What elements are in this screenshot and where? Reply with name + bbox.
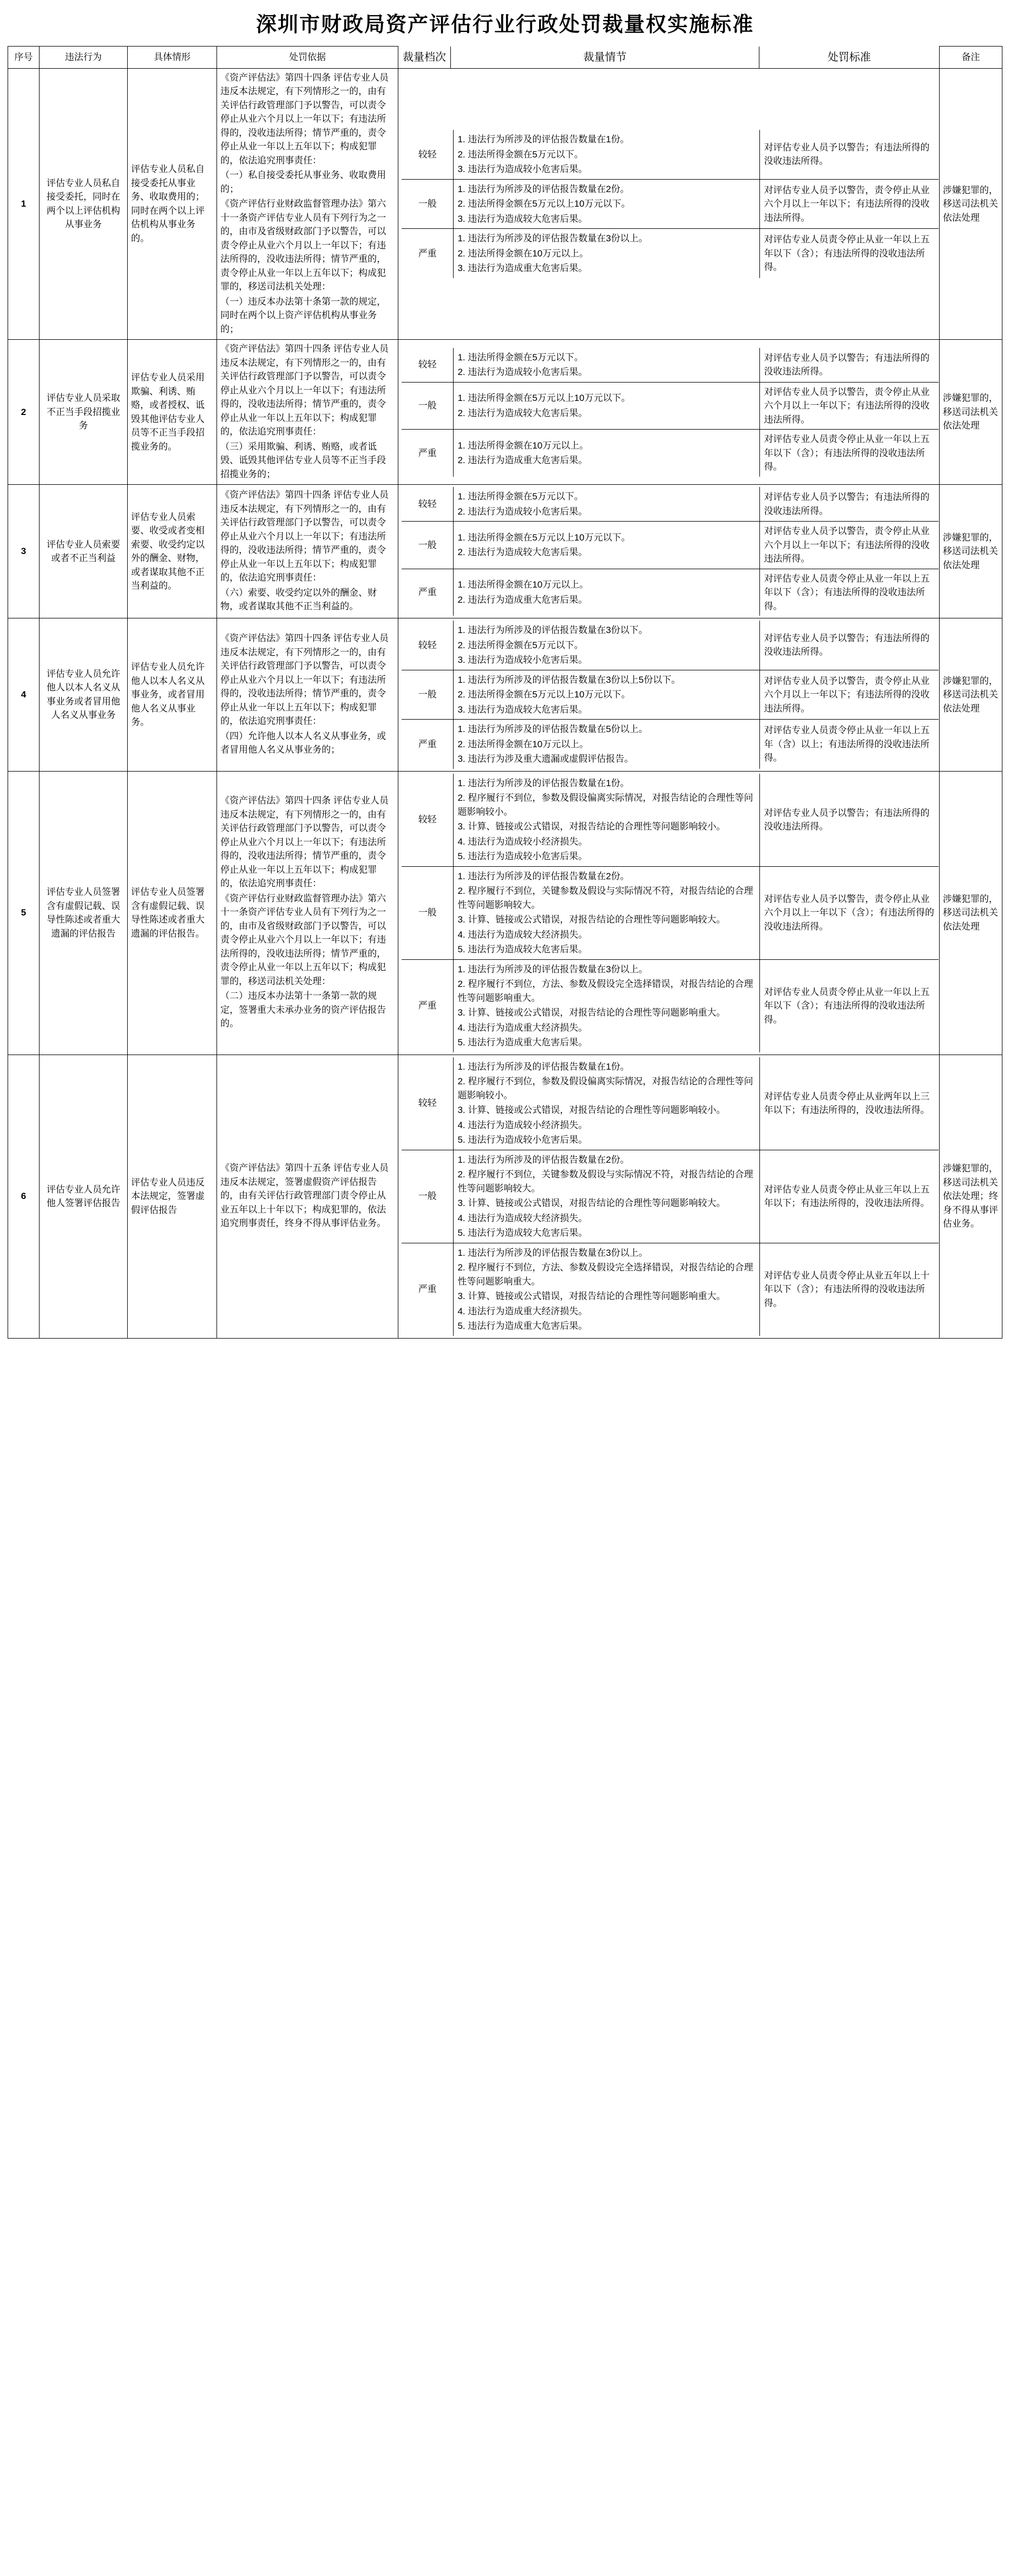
cell-levels-group	[398, 485, 939, 618]
cell-discretion-level: 严重	[402, 959, 454, 1052]
cell-penalty-standard: 对评估专业人员予以警告；有违法所得的没收违法所得。	[760, 774, 939, 867]
column-header-act: 违法行为	[40, 47, 128, 69]
cell-legal-basis	[217, 771, 398, 1055]
level-row	[402, 569, 939, 616]
legal-basis-paragraph: 《资产评估法》第四十四条 评估专业人员违反本法规定，有下列情形之一的，由有关评估行政管理部门予以警告，可以责令停止从业六个月以上一年以下；有违法所得的，没收违法所得；情节严重的，责令停止从业一年以上五年以下；构成犯罪的，依法追究刑事责任：	[220, 72, 389, 166]
level-row	[402, 1150, 939, 1243]
circumstance-item: 2. 违法所得金额在10万元以上。	[457, 248, 589, 259]
legal-basis-paragraph: （二）违反本办法第十一条第一款的规定，签署重大未承办业务的资产评估报告的。	[220, 991, 386, 1029]
cell-legal-basis	[217, 618, 398, 772]
circumstance-item: 3. 计算、链接或公式错误，对报告结论的合理性等问题影响较小。	[457, 821, 726, 832]
cell-penalty-standard: 对评估专业人员予以警告；有违法所得的没收违法所得。	[760, 621, 939, 670]
cell-circumstances	[454, 348, 760, 383]
table-header	[8, 47, 1002, 69]
level-row	[402, 487, 939, 522]
circumstance-item: 1. 违法所得金额在10万元以上。	[457, 440, 589, 451]
cell-illegal-act: 评估专业人员签署含有虚假记载、误导性陈述或者重大遗漏的评估报告	[40, 771, 128, 1055]
circumstance-item: 2. 违法行为造成较小危害后果。	[457, 367, 588, 377]
cell-penalty-standard: 对评估专业人员予以警告，责令停止从业六个月以上一年以下；有违法所得的没收违法所得。	[760, 179, 939, 229]
circumstance-item: 2. 程序履行不到位，方法、参数及假设完全选择错误，对报告结论的合理性等问题影响重大。	[457, 979, 753, 1003]
circumstance-item: 1. 违法所得金额在10万元以上。	[457, 579, 589, 590]
cell-levels-group	[398, 771, 939, 1055]
circumstance-item: 1. 违法所得金额在5万元以上10万元以下。	[457, 532, 631, 543]
level-row	[402, 1243, 939, 1336]
cell-discretion-level: 严重	[402, 569, 454, 616]
legal-basis-paragraph: 《资产评估法》第四十四条 评估专业人员违反本法规定，有下列情形之一的，由有关评估行政管理部门予以警告，可以责令停止从业六个月以上一年以下；有违法所得的，没收违法所得；情节严重的，责令停止从业一年以上五年以下；构成犯罪的，依法追究刑事责任：	[220, 344, 389, 437]
cell-discretion-level: 一般	[402, 522, 454, 569]
cell-specific-case: 评估专业人员签署含有虚假记载、误导性陈述或者重大遗漏的评估报告。	[127, 771, 217, 1055]
cell-circumstances	[454, 670, 760, 720]
circumstance-item: 1. 违法所得金额在5万元以下。	[457, 491, 583, 502]
cell-circumstances	[454, 229, 760, 278]
legal-basis-paragraph: （一）私自接受委托从事业务、收取费用的；	[220, 170, 386, 194]
cell-discretion-level: 一般	[402, 179, 454, 229]
circumstance-item: 2. 违法行为造成较大危害后果。	[457, 407, 588, 418]
cell-penalty-standard: 对评估专业人员责令停止从业一年以上五年（含）以上；有违法所得的没收违法所得。	[760, 720, 939, 769]
circumstance-item: 5. 违法行为造成较大危害后果。	[457, 1228, 588, 1238]
circumstance-item: 2. 违法所得金额在5万元以下。	[457, 640, 583, 650]
cell-discretion-level: 较轻	[402, 1057, 454, 1150]
cell-penalty-standard: 对评估专业人员予以警告；有违法所得的没收违法所得。	[760, 348, 939, 383]
cell-legal-basis	[217, 485, 398, 618]
table-row	[8, 68, 1002, 340]
cell-penalty-standard: 对评估专业人员予以警告；有违法所得的没收违法所得。	[760, 130, 939, 179]
circumstance-item: 3. 违法行为造成较小危害后果。	[457, 655, 588, 665]
cell-discretion-level: 严重	[402, 229, 454, 278]
circumstance-item: 1. 违法行为所涉及的评估报告数量在1份。	[457, 1061, 629, 1072]
cell-levels-group	[398, 618, 939, 772]
cell-penalty-standard: 对评估专业人员责令停止从业一年以上五年以下（含）；有违法所得的没收违法所得。	[760, 569, 939, 616]
circumstance-item: 1. 违法所得金额在5万元以上10万元以下。	[457, 393, 631, 404]
cell-penalty-standard: 对评估专业人员责令停止从业一年以上五年以下（含）；有违法所得的没收违法所得。	[760, 229, 939, 278]
cell-circumstances	[454, 382, 760, 430]
circumstance-item: 4. 违法行为造成较大经济损失。	[457, 929, 588, 940]
cell-discretion-level: 严重	[402, 1243, 454, 1336]
circumstance-item: 2. 违法所得金额在5万元以下。	[457, 149, 583, 160]
level-row	[402, 720, 939, 769]
cell-specific-case: 评估专业人员私自接受委托从事业务、收取费用的；同时在两个以上评估机构从事业务的。	[127, 68, 217, 340]
cell-discretion-level: 较轻	[402, 130, 454, 179]
circumstance-item: 1. 违法行为所涉及的评估报告数量在2份。	[457, 871, 629, 881]
cell-illegal-act: 评估专业人员索要或者不正当利益	[40, 485, 128, 618]
cell-illegal-act: 评估专业人员允许他人以本人名义从事业务或者冒用他人名义从事业务	[40, 618, 128, 772]
circumstance-item: 3. 违法行为造成较小危害后果。	[457, 164, 588, 174]
circumstance-item: 5. 违法行为造成较大危害后果。	[457, 944, 588, 954]
table-row	[8, 771, 1002, 1055]
column-header-standard: 处罚标准	[759, 47, 939, 68]
table-row	[8, 485, 1002, 618]
circumstance-item: 2. 违法行为造成较大危害后果。	[457, 547, 588, 558]
circumstance-item: 2. 程序履行不到位，关键参数及假设与实际情况不符，对报告结论的合理性等问题影响较大。	[457, 1169, 753, 1194]
circumstance-item: 4. 违法行为造成较大经济损失。	[457, 1213, 588, 1223]
cell-levels-group	[398, 68, 939, 340]
circumstance-item: 5. 违法行为造成重大危害后果。	[457, 1037, 588, 1047]
circumstance-item: 2. 程序履行不到位，参数及假设偏离实际情况，对报告结论的合理性等问题影响较小。	[457, 793, 753, 817]
cell-discretion-level: 一般	[402, 866, 454, 959]
circumstance-item: 4. 违法行为造成较小经济损失。	[457, 836, 588, 847]
column-header-level: 裁量档次	[398, 47, 451, 68]
circumstance-item: 5. 违法行为造成重大危害后果。	[457, 1321, 588, 1331]
cell-discretion-level: 严重	[402, 720, 454, 769]
circumstance-item: 1. 违法行为所涉及的评估报告数量在5份以上。	[457, 724, 648, 734]
circumstance-item: 3. 计算、链接或公式错误，对报告结论的合理性等问题影响较大。	[457, 1198, 726, 1208]
circumstance-item: 3. 计算、链接或公式错误，对报告结论的合理性等问题影响较大。	[457, 914, 726, 925]
cell-circumstances	[454, 621, 760, 670]
circumstance-item: 2. 违法行为造成较小危害后果。	[457, 506, 588, 517]
cell-penalty-standard: 对评估专业人员予以警告；有违法所得的没收违法所得。	[760, 487, 939, 522]
cell-seq: 2	[8, 340, 40, 485]
column-header-case: 具体情形	[127, 47, 217, 69]
column-header-group	[398, 47, 939, 69]
cell-specific-case: 评估专业人员允许他人以本人名义从事业务，或者冒用他人名义从事业务。	[127, 618, 217, 772]
circumstance-item: 1. 违法行为所涉及的评估报告数量在3份以上。	[457, 233, 648, 243]
cell-circumstances	[454, 1243, 760, 1336]
cell-seq: 5	[8, 771, 40, 1055]
cell-circumstances	[454, 430, 760, 477]
column-header-seq: 序号	[8, 47, 40, 69]
cell-legal-basis	[217, 340, 398, 485]
cell-circumstances	[454, 487, 760, 522]
circumstance-item: 4. 违法行为造成重大经济损失。	[457, 1306, 588, 1316]
column-header-basis: 处罚依据	[217, 47, 398, 69]
circumstance-item: 3. 违法行为造成较大危害后果。	[457, 213, 588, 224]
legal-basis-paragraph: 《资产评估法》第四十五条 评估专业人员违反本法规定，签署虚假资产评估报告的，由有关评估行政管理部门责令停止从业五年以上十年以下；构成犯罪的，依法追究刑事责任，终身不得从事评估业务。	[220, 1163, 389, 1229]
circumstance-item: 2. 违法所得金额在5万元以上10万元以下。	[457, 199, 631, 209]
cell-discretion-level: 较轻	[402, 487, 454, 522]
cell-note: 涉嫌犯罪的，移送司法机关依法处理	[939, 771, 1002, 1055]
legal-basis-paragraph: 《资产评估法》第四十四条 评估专业人员违反本法规定，有下列情形之一的，由有关评估行政管理部门予以警告，可以责令停止从业六个月以上一年以下；有违法所得的，没收违法所得；情节严重的，责令停止从业一年以上五年以下；构成犯罪的，依法追究刑事责任：	[220, 490, 389, 583]
level-row	[402, 621, 939, 670]
circumstance-item: 5. 违法行为造成较小危害后果。	[457, 851, 588, 861]
level-row	[402, 522, 939, 569]
circumstance-item: 3. 计算、链接或公式错误，对报告结论的合理性等问题影响较小。	[457, 1105, 726, 1115]
cell-penalty-standard: 对评估专业人员予以警告，责令停止从业六个月以上一年以下；有违法所得的没收违法所得。	[760, 522, 939, 569]
cell-specific-case: 评估专业人员索要、收受或者变相索要、收受约定以外的酬金、财物，或者谋取其他不正当利益的。	[127, 485, 217, 618]
cell-penalty-standard: 对评估专业人员责令停止从业三年以上五年以下；有违法所得的，没收违法所得。	[760, 1150, 939, 1243]
circumstance-item: 3. 违法行为造成较大危害后果。	[457, 704, 588, 715]
cell-penalty-standard: 对评估专业人员予以警告，责令停止从业六个月以上一年以下（含）；有违法所得的没收违法所得。	[760, 866, 939, 959]
cell-discretion-level: 一般	[402, 670, 454, 720]
cell-legal-basis	[217, 68, 398, 340]
cell-discretion-level: 较轻	[402, 348, 454, 383]
cell-penalty-standard: 对评估专业人员予以警告，责令停止从业六个月以上一年以下；有违法所得的没收违法所得。	[760, 670, 939, 720]
level-row	[402, 382, 939, 430]
level-row	[402, 670, 939, 720]
header-row	[8, 47, 1002, 69]
cell-circumstances	[454, 774, 760, 867]
table-row	[8, 340, 1002, 485]
cell-levels-group	[398, 1055, 939, 1338]
level-row	[402, 959, 939, 1052]
legal-basis-paragraph: （六）索要、收受约定以外的酬金、财物，或者谋取其他不正当利益的。	[220, 587, 377, 612]
table-row	[8, 618, 1002, 772]
cell-seq: 6	[8, 1055, 40, 1338]
cell-penalty-standard: 对评估专业人员责令停止从业一年以上五年以下（含）；有违法所得的没收违法所得。	[760, 959, 939, 1052]
level-row	[402, 348, 939, 383]
circumstance-item: 2. 违法所得金额在5万元以上10万元以下。	[457, 689, 631, 700]
cell-illegal-act: 评估专业人员允许他人签署评估报告	[40, 1055, 128, 1338]
cell-discretion-level: 较轻	[402, 621, 454, 670]
cell-seq: 1	[8, 68, 40, 340]
circumstance-item: 3. 违法行为造成重大危害后果。	[457, 263, 588, 273]
legal-basis-paragraph: 《资产评估行业财政监督管理办法》第六十一条资产评估专业人员有下列行为之一的，由市及省级财政部门予以警告，可以责令停止从业六个月以上一年以下；有违法所得的，没收违法所得；情节严重的，责令停止从业一年以上五年以下；构成犯罪的，移送司法机关处理：	[220, 199, 386, 292]
table-row	[8, 1055, 1002, 1338]
level-row	[402, 774, 939, 867]
cell-note: 涉嫌犯罪的，移送司法机关依法处理	[939, 618, 1002, 772]
circumstance-item: 1. 违法行为所涉及的评估报告数量在2份。	[457, 183, 629, 194]
cell-discretion-level: 较轻	[402, 774, 454, 867]
circumstance-item: 1. 违法行为所涉及的评估报告数量在3份以上。	[457, 1247, 648, 1258]
legal-basis-paragraph: （四）允许他人以本人名义从事业务，或者冒用他人名义从事业务的；	[220, 730, 386, 755]
circumstance-item: 1. 违法行为所涉及的评估报告数量在3份以下。	[457, 625, 648, 635]
cell-penalty-standard: 对评估专业人员予以警告，责令停止从业六个月以上一年以下；有违法所得的没收违法所得。	[760, 382, 939, 430]
penalty-discretion-table	[8, 46, 1002, 1339]
circumstance-item: 3. 违法行为涉及重大遗漏或虚假评估报告。	[457, 754, 634, 764]
circumstance-item: 1. 违法行为所涉及的评估报告数量在1份。	[457, 134, 629, 144]
column-header-circumstance: 裁量情节	[451, 47, 759, 68]
column-header-note: 备注	[939, 47, 1002, 69]
legal-basis-paragraph: （三）采用欺骗、利诱、贿赂，或者诋毁、诋毁其他评估专业人员等不正当手段招揽业务的；	[220, 441, 386, 479]
cell-circumstances	[454, 1057, 760, 1150]
circumstance-item: 5. 违法行为造成较小危害后果。	[457, 1135, 588, 1145]
circumstance-item: 1. 违法行为所涉及的评估报告数量在3份以上5份以下。	[457, 674, 681, 685]
circumstance-item: 2. 程序履行不到位，参数及假设偏离实际情况，对报告结论的合理性等问题影响较小。	[457, 1076, 753, 1101]
cell-specific-case: 评估专业人员采用欺骗、利诱、贿赂，或者授权、诋毁其他评估专业人员等不正当手段招揽业务的。	[127, 340, 217, 485]
cell-legal-basis	[217, 1055, 398, 1338]
level-row	[402, 229, 939, 278]
cell-circumstances	[454, 720, 760, 769]
cell-circumstances	[454, 130, 760, 179]
cell-penalty-standard: 对评估专业人员责令停止从业两年以上三年以下；有违法所得的，没收违法所得。	[760, 1057, 939, 1150]
circumstance-item: 4. 违法行为造成重大经济损失。	[457, 1022, 588, 1033]
circumstance-item: 2. 违法行为造成重大危害后果。	[457, 455, 588, 466]
cell-note: 涉嫌犯罪的，移送司法机关依法处理	[939, 68, 1002, 340]
legal-basis-paragraph: 《资产评估法》第四十四条 评估专业人员违反本法规定，有下列情形之一的，由有关评估行政管理部门予以警告，可以责令停止从业六个月以上一年以下；有违法所得的，没收违法所得；情节严重的，责令停止从业一年以上五年以下；构成犯罪的，依法追究刑事责任：	[220, 633, 389, 726]
level-row	[402, 1057, 939, 1150]
cell-discretion-level: 一般	[402, 382, 454, 430]
legal-basis-paragraph: 《资产评估行业财政监督管理办法》第六十一条资产评估专业人员有下列行为之一的，由市及省级财政部门予以警告，可以责令停止从业六个月以上一年以下；有违法所得的，没收违法所得；情节严重的，责令停止从业一年以上五年以下；构成犯罪的，移送司法机关处理：	[220, 893, 386, 986]
level-row	[402, 866, 939, 959]
circumstance-item: 3. 计算、链接或公式错误，对报告结论的合理性等问题影响重大。	[457, 1291, 726, 1301]
cell-note: 涉嫌犯罪的，移送司法机关依法处理	[939, 340, 1002, 485]
cell-specific-case: 评估专业人员违反本法规定，签署虚假评估报告	[127, 1055, 217, 1338]
level-row	[402, 130, 939, 179]
cell-note: 涉嫌犯罪的，移送司法机关依法处理	[939, 485, 1002, 618]
cell-seq: 4	[8, 618, 40, 772]
circumstance-item: 2. 违法行为造成重大危害后果。	[457, 594, 588, 605]
circumstance-item: 3. 计算、链接或公式错误，对报告结论的合理性等问题影响重大。	[457, 1007, 726, 1018]
cell-penalty-standard: 对评估专业人员责令停止从业一年以上五年以下（含）；有违法所得的没收违法所得。	[760, 430, 939, 477]
legal-basis-paragraph: 《资产评估法》第四十四条 评估专业人员违反本法规定，有下列情形之一的，由有关评估行政管理部门予以警告，可以责令停止从业六个月以上一年以下；有违法所得的，没收违法所得；情节严重的，责令停止从业一年以上五年以下；构成犯罪的，依法追究刑事责任：	[220, 795, 389, 889]
cell-levels-group	[398, 340, 939, 485]
circumstance-item: 1. 违法行为所涉及的评估报告数量在2份。	[457, 1154, 629, 1165]
cell-illegal-act: 评估专业人员采取不正当手段招揽业务	[40, 340, 128, 485]
page-title: 深圳市财政局资产评估行业行政处罚裁量权实施标准	[255, 14, 754, 36]
cell-circumstances	[454, 569, 760, 616]
cell-penalty-standard: 对评估专业人员责令停止从业五年以上十年以下（含）；有违法所得的没收违法所得。	[760, 1243, 939, 1336]
table-body	[8, 68, 1002, 1338]
cell-circumstances	[454, 866, 760, 959]
cell-circumstances	[454, 179, 760, 229]
cell-discretion-level: 严重	[402, 430, 454, 477]
cell-circumstances	[454, 1150, 760, 1243]
circumstance-item: 1. 违法所得金额在5万元以下。	[457, 352, 583, 363]
circumstance-item: 1. 违法行为所涉及的评估报告数量在3份以上。	[457, 964, 648, 974]
cell-circumstances	[454, 522, 760, 569]
circumstance-item: 4. 违法行为造成较小经济损失。	[457, 1119, 588, 1130]
circumstance-item: 1. 违法行为所涉及的评估报告数量在1份。	[457, 778, 629, 788]
circumstance-item: 2. 程序履行不到位，方法、参数及假设完全选择错误，对报告结论的合理性等问题影响重大。	[457, 1262, 753, 1287]
circumstance-item: 2. 违法所得金额在10万元以上。	[457, 739, 589, 749]
cell-seq: 3	[8, 485, 40, 618]
cell-discretion-level: 一般	[402, 1150, 454, 1243]
cell-circumstances	[454, 959, 760, 1052]
level-row	[402, 179, 939, 229]
level-row	[402, 430, 939, 477]
cell-illegal-act: 评估专业人员私自接受委托，同时在两个以上评估机构从事业务	[40, 68, 128, 340]
cell-note: 涉嫌犯罪的，移送司法机关依法处理；终身不得从事评估业务。	[939, 1055, 1002, 1338]
circumstance-item: 2. 程序履行不到位，关键参数及假设与实际情况不符，对报告结论的合理性等问题影响较大。	[457, 886, 753, 910]
legal-basis-paragraph: （一）违反本办法第十条第一款的规定，同时在两个以上资产评估机构从事业务的；	[220, 296, 386, 334]
